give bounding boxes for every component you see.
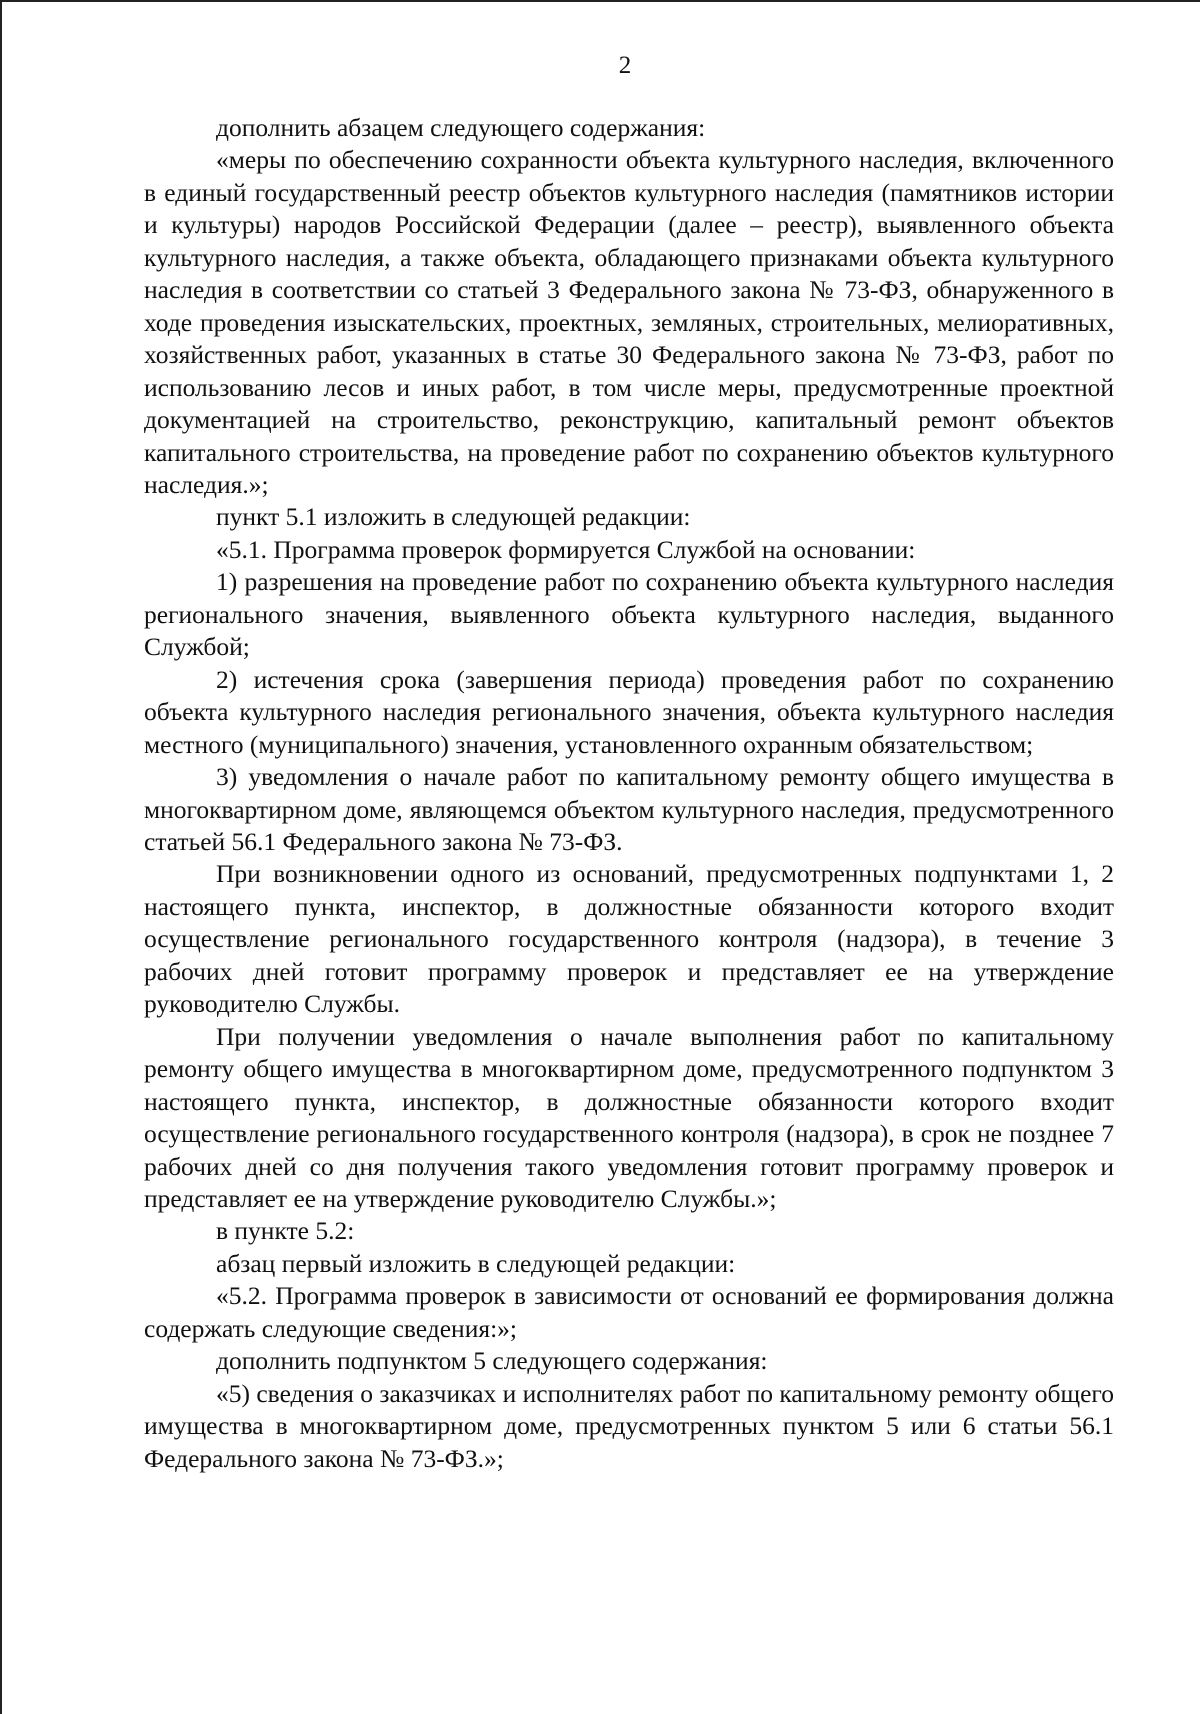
paragraph: «меры по обеспечению сохранности объекта культурного наследия, включенного в единый государственный реестр объектов культурного наследия (памятников истории и культуры) народов Российской Федерации (далее – реестр), выявленного объекта культурного наследия, а также объекта, обладающего признаками объекта культурного наследия в соответствии со статьей 3 Федерального закона № 73-ФЗ, обнаруженного в ходе проведения изыскательских, проектных, земляных, строительных, мелиоративных, хозяйственных работ, указанных в статье 30 Федерального закона № 73-ФЗ, работ по использованию лесов и иных работ, в том числе меры, предусмотренные проектной документацией на строительство, реконструкцию, капитальный ремонт объектов капитального строительства, на проведение работ по сохранению объектов культурного наследия.»; bbox=[144, 145, 1114, 499]
page-number: 2 bbox=[618, 52, 632, 79]
scan-edge-left bbox=[0, 0, 2, 1714]
document-body bbox=[144, 112, 1114, 1475]
paragraph: в пункте 5.2: bbox=[216, 1216, 355, 1246]
paragraph: «5.2. Программа проверок в зависимости от оснований ее формирования должна содержать следующие сведения:»; bbox=[144, 1281, 1114, 1343]
paragraph: При возникновении одного из оснований, предусмотренных подпунктами 1, 2 настоящего пункта, инспектор, в должностные обязанности которого входит осуществление регионального государственного контроля (надзора), в течение 3 рабочих дней готовит программу проверок и представляет ее на утверждение руководителю Службы. bbox=[144, 859, 1114, 1019]
paragraph: При получении уведомления о начале выполнения работ по капитальному ремонту общего имущества в многоквартирном доме, предусмотренного подпунктом 3 настоящего пункта, инспектор, в должностные обязанности которого входит осуществление регионального государственного контроля (надзора), в срок не позднее 7 рабочих дней со дня получения такого уведомления готовит программу проверок и представляет ее на утверждение руководителю Службы.»; bbox=[144, 1021, 1114, 1213]
scan-edge-top bbox=[0, 0, 1200, 2]
paragraph: 1) разрешения на проведение работ по сохранению объекта культурного наследия регионального значения, выявленного объекта культурного наследия, выданного Службой; bbox=[144, 567, 1114, 662]
paragraph: «5.1. Программа проверок формируется Службой на основании: bbox=[216, 534, 916, 564]
paragraph: 2) истечения срока (завершения периода) проведения работ по сохранению объекта культурного наследия регионального значения, объекта культурного наследия местного (муниципального) значения, установленного охранным обязательством; bbox=[144, 664, 1114, 759]
paragraph: дополнить подпунктом 5 следующего содержания: bbox=[216, 1346, 768, 1376]
paragraph: абзац первый изложить в следующей редакции: bbox=[216, 1248, 736, 1278]
paragraph: дополнить абзацем следующего содержания: bbox=[216, 113, 706, 142]
paragraph: «5) сведения о заказчиках и исполнителях работ по капитальному ремонту общего имущества в многоквартирном доме, предусмотренных пунктом 5 или 6 статьи 56.1 Федерального закона № 73-ФЗ.»; bbox=[144, 1378, 1115, 1473]
paragraph: 3) уведомления о начале работ по капитальному ремонту общего имущества в многоквартирном доме, являющемся объектом культурного наследия, предусмотренного статьей 56.1 Федерального закона № 73-ФЗ. bbox=[144, 762, 1114, 856]
paragraph: пункт 5.1 изложить в следующей редакции: bbox=[216, 502, 691, 532]
